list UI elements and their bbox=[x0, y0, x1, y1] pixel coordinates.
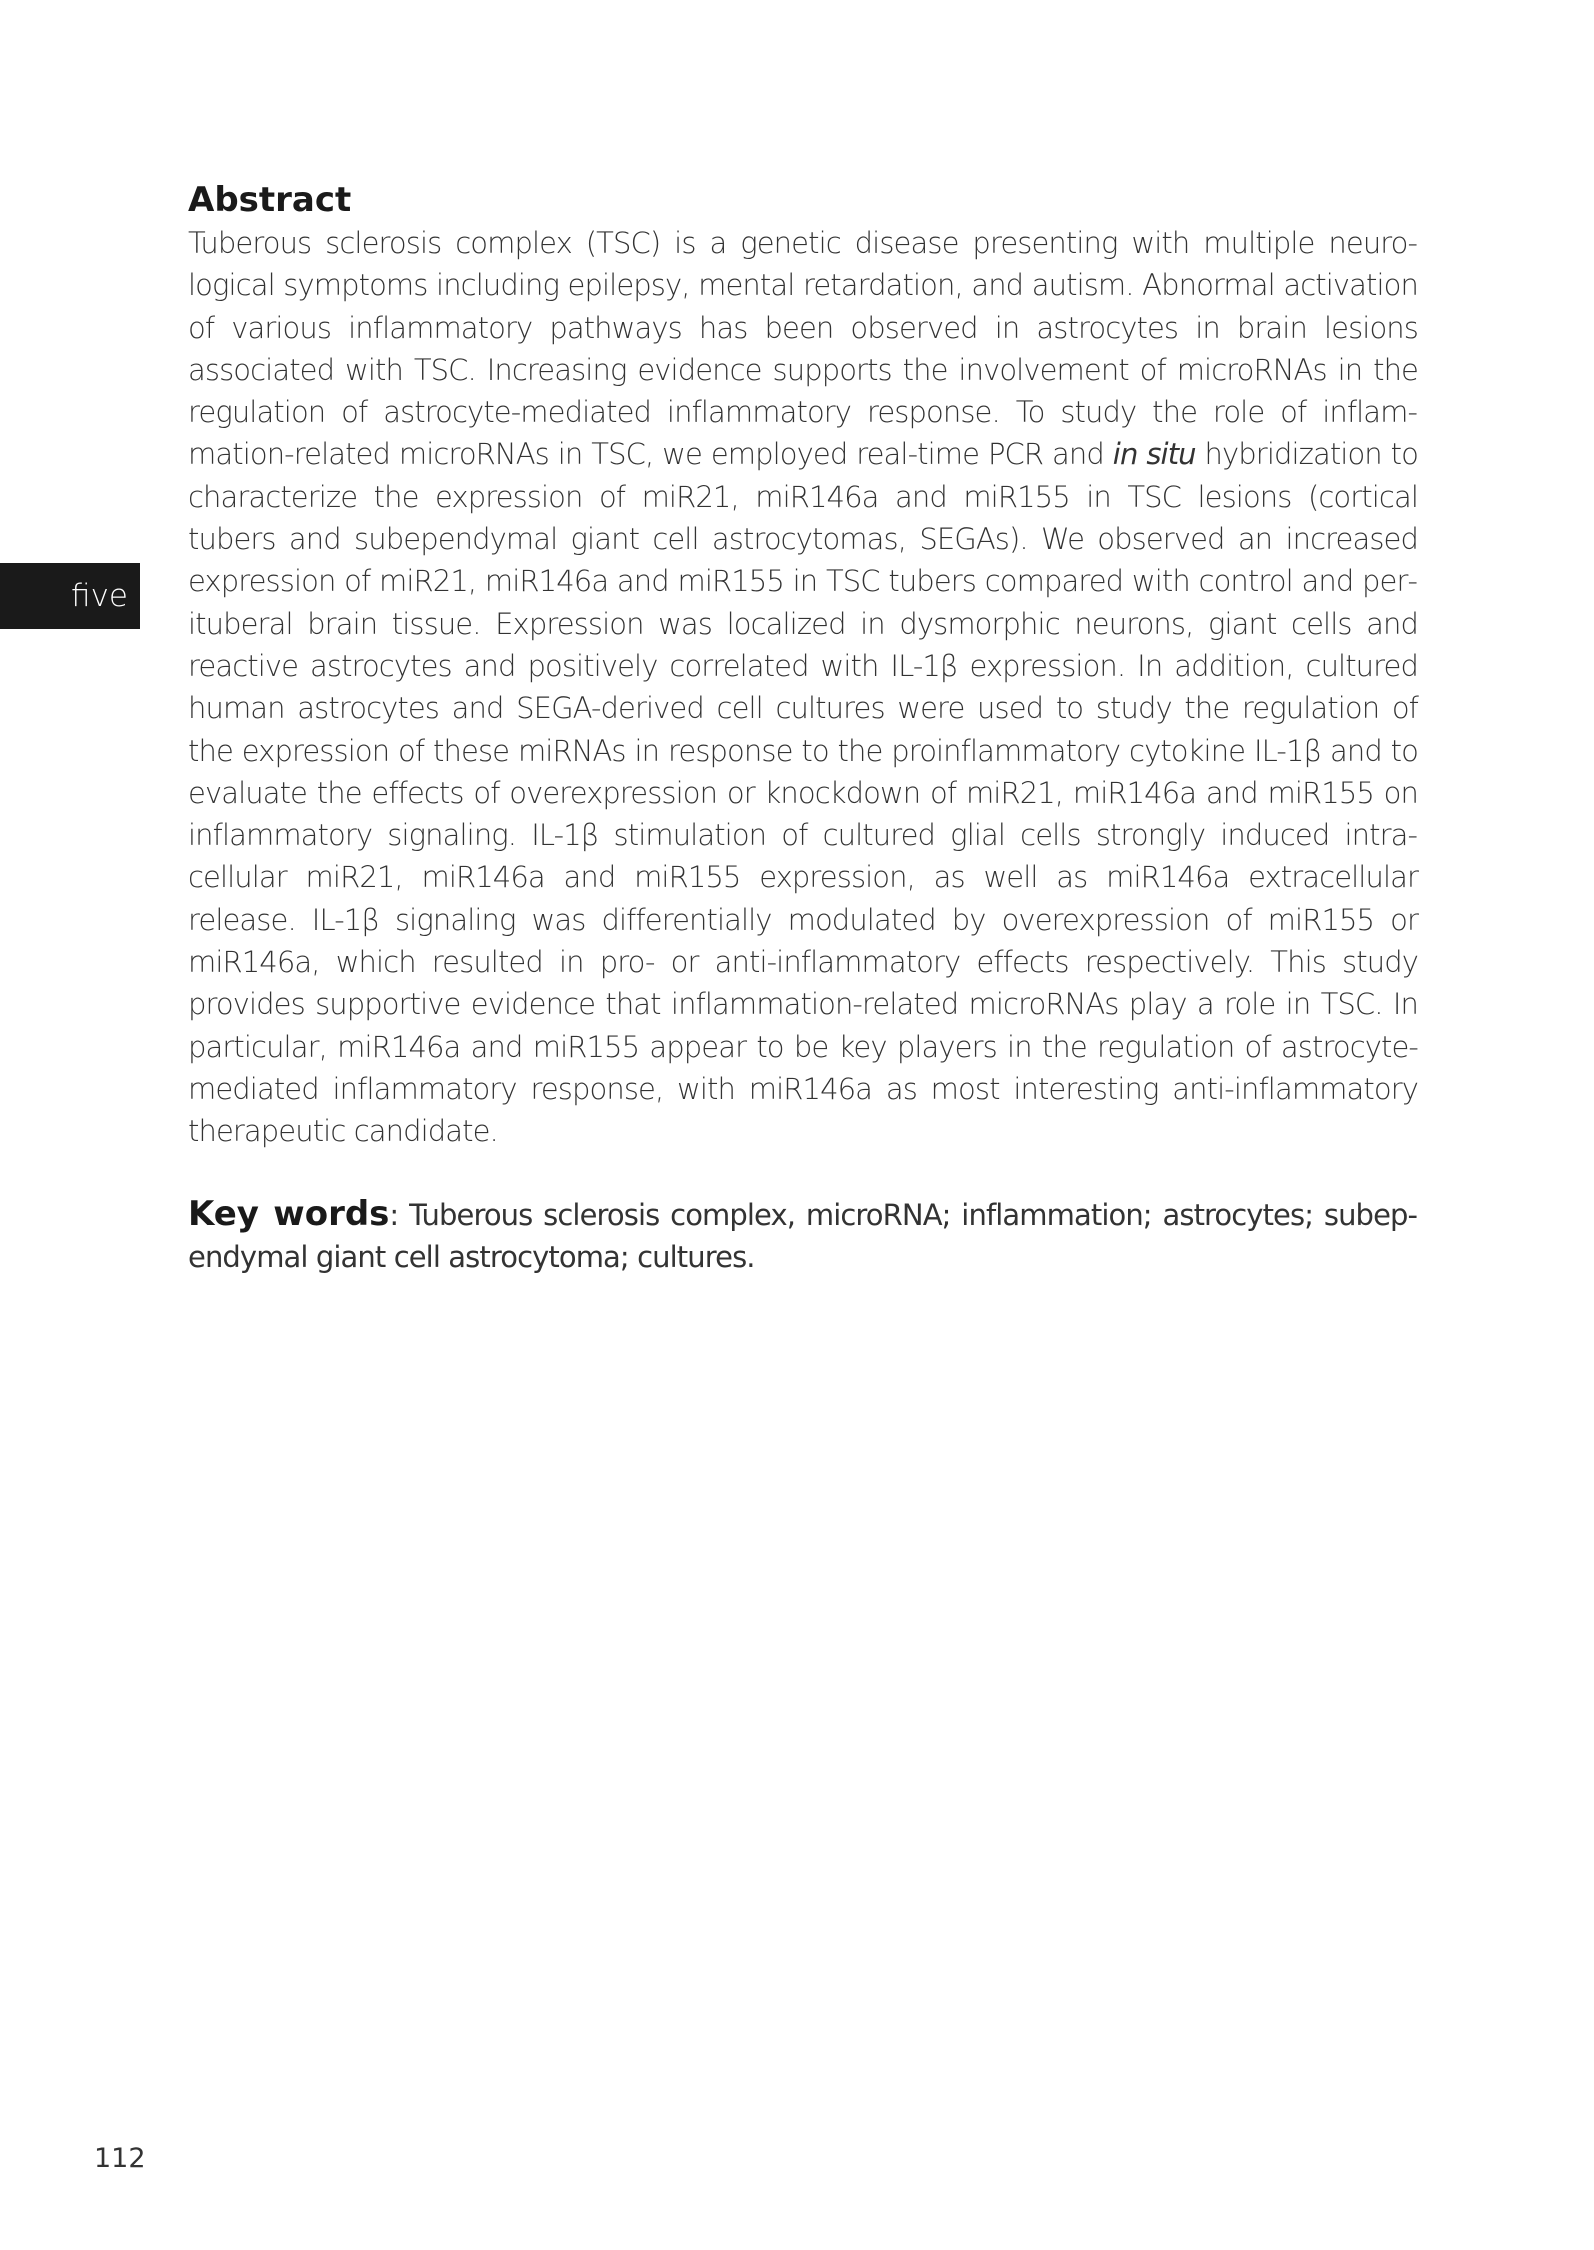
abstract-body-part-2: hybridization to characterize the expression of miR21, miR146a and miR155 in TSC lesions (cortical tubers and subependymal giant cell astrocytomas, SEGAs). We observed an increased expression of miR21, miR146a and miR155 in TSC tubers compared with control and perituberal brain tissue. Expression was localized in dysmorphic neurons, giant cells and reactive astrocytes and positively correlated with IL-1β expression. In addition, cultured human astrocytes and SEGA-derived cell cultures were used to study the regulation of the expression of these miRNAs in response to the proinflammatory cytokine IL-1β and to evaluate the effects of overexpression or knockdown of miR21, miR146a and miR155 on inflammatory signaling. IL-1β stimulation of cultured glial cells strongly induced intracellular miR21, miR146a and miR155 expression, as well as miR146a extracellular release. IL-1β signaling was differentially modulated by overexpression of miR155 or miR146a, which resulted in pro- or anti-inflammatory effects respectively. This study provides supportive evidence that inflammation-related microRNAs play a role in TSC. In particular, miR146a and miR155 appear to be key players in the regulation of astrocyte-mediated inflammatory response, with miR146a as most interesting anti-inflammatory therapeutic candidate. bbox=[188, 437, 1418, 1149]
abstract-section bbox=[188, 180, 1418, 1307]
keywords-text: Tuberous sclerosis complex, microRNA; inflammation; astrocytes; subependymal giant cell astrocytoma; cultures. bbox=[188, 1197, 1418, 1274]
chapter-tab bbox=[0, 563, 140, 629]
abstract-body-italic-in-situ: in situ bbox=[1112, 437, 1196, 472]
chapter-tab-label: five bbox=[71, 578, 128, 614]
abstract-body-part-1: Tuberous sclerosis complex (TSC) is a genetic disease presenting with multiple neurological symptoms including epilepsy, mental retardation, and autism. Abnormal activation of various inflammatory pathways has been observed in astrocytes in brain lesions associated with TSC. Increasing evidence supports the involvement of microRNAs in the regulation of astrocyte-mediated inflammatory response. To study the role of inflammation-related microRNAs in TSC, we employed real-time PCR and bbox=[188, 226, 1418, 472]
abstract-body bbox=[188, 222, 1418, 1153]
page-number: 112 bbox=[94, 2143, 146, 2174]
keywords-paragraph bbox=[188, 1193, 1418, 1279]
keywords-label: Key words bbox=[188, 1193, 390, 1234]
keywords-separator: : bbox=[389, 1197, 410, 1232]
abstract-heading: Abstract bbox=[188, 180, 352, 220]
